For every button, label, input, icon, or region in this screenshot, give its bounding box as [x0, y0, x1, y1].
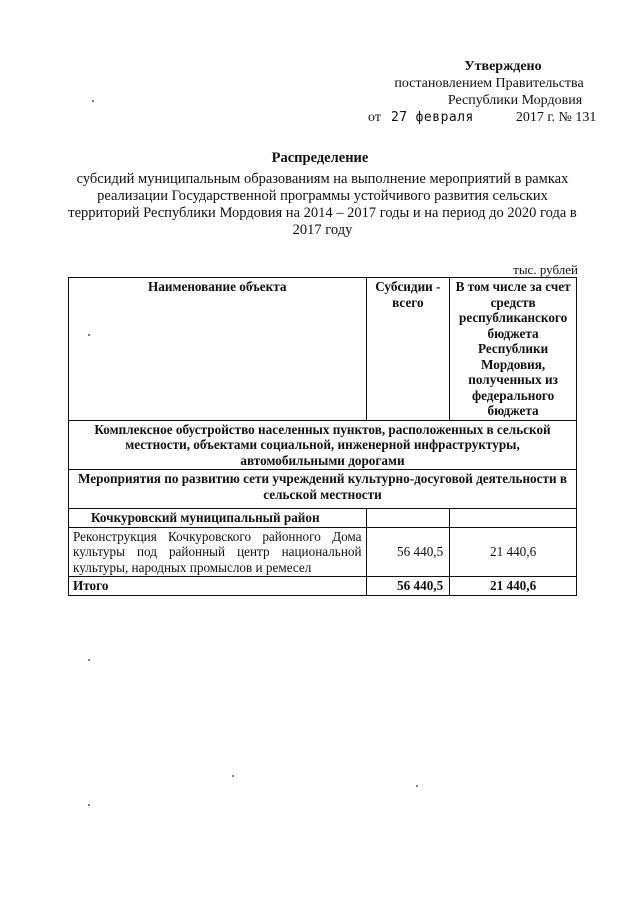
- total-label: Итого: [69, 577, 367, 596]
- approval-date-line: [340, 109, 620, 126]
- district-empty-cell: [450, 509, 577, 528]
- section-main-row: [69, 420, 577, 470]
- header-subsidies-total: Субсидии - всего: [366, 278, 450, 421]
- scan-speck: [88, 334, 90, 336]
- header-name: Наименование объекта: [69, 278, 367, 421]
- district-name: Кочкуровский муниципальный район: [69, 509, 367, 528]
- section-main-title: Комплексное обустройство населенных пунктов, расположенных в сельской местности, объектами социальной, инженерной инфраструктуры, автомобильными дорогами: [69, 420, 577, 470]
- approval-title: Утверждено: [464, 59, 542, 74]
- object-subsidies-total: 56 440,5: [366, 527, 450, 577]
- section-sub-row: [69, 470, 577, 509]
- table-header-row: [69, 278, 577, 421]
- total-row: [69, 577, 577, 596]
- date-prefix: от: [368, 110, 381, 125]
- header-federal-share: В том числе за счет средств республиканского бюджета Республики Мордовия, полученных из федерального бюджета: [450, 278, 577, 421]
- document-title: Распределение: [271, 150, 369, 166]
- section-sub-title: Мероприятия по развитию сети учреждений культурно-досуговой деятельности в сельской местности: [69, 470, 577, 509]
- approval-line-1: постановлением Правительства: [394, 76, 584, 91]
- scan-speck: [92, 100, 94, 102]
- scan-speck: [88, 659, 90, 661]
- scan-speck: [416, 785, 418, 787]
- total-federal-share: 21 440,6: [450, 577, 577, 596]
- approval-year-number: 2017 г. № 131: [515, 110, 597, 125]
- district-empty-cell: [366, 509, 450, 528]
- district-row: [69, 509, 577, 528]
- total-subsidies-total: 56 440,5: [366, 577, 450, 596]
- approval-month: февраля: [415, 110, 474, 125]
- scan-speck: [232, 775, 234, 777]
- table-row: [69, 527, 577, 577]
- object-name: Реконструкция Кочкуровского районного Дома культуры под районный центр национальной культуры, народных промыслов и ремесел: [69, 527, 367, 577]
- approval-block: [340, 58, 620, 126]
- scan-speck: [88, 804, 90, 806]
- units-label: тыс. рублей: [513, 262, 578, 277]
- document-subtitle: субсидий муниципальным образованиям на выполнение мероприятий в рамках реализации Государственной программы устойчивого развития сельских территорий Республики Мордовия на 2014 – 2017 годы и на период до 2020 года в 2017 году: [68, 171, 577, 238]
- distribution-table: [68, 277, 577, 596]
- object-federal-share: 21 440,6: [450, 527, 577, 577]
- approval-day: 27: [390, 110, 408, 125]
- approval-line-2: Республики Мордовия: [447, 93, 583, 108]
